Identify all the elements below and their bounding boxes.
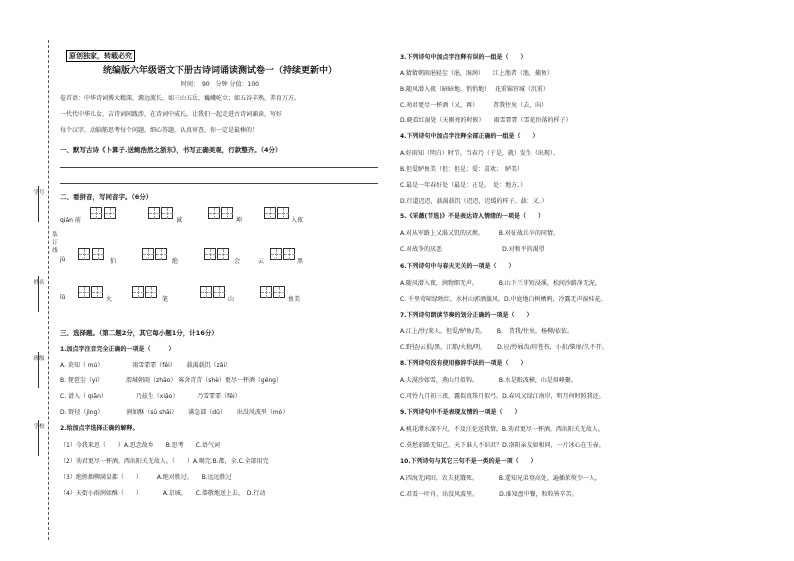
char-box[interactable] — [92, 248, 104, 260]
margin-label-class: 班级 — [33, 356, 45, 362]
char-box[interactable] — [217, 248, 229, 260]
q10-option-cd[interactable]: C.君看一叶舟，出没风波里。 D.谁知盘中餐，粒粒皆辛苦。 — [400, 491, 578, 498]
char-box[interactable] — [260, 286, 272, 298]
q3-option-a[interactable]: A.猜猜朝雨浥轻尘（浥，湿润） 江上渔者（渔，捕鱼） — [400, 70, 553, 77]
given-word: 鱼美 — [288, 296, 301, 303]
q4-option-a[interactable]: A.好雨知（明白）时节，当春乃（于是，就）发生（出现）。 — [400, 150, 559, 157]
char-box[interactable] — [90, 207, 102, 219]
class-field[interactable] — [38, 352, 39, 388]
char-box[interactable] — [132, 286, 144, 298]
binding-margin — [18, 40, 58, 540]
q7-stem: 7.下列诗句朗读节奏的划分正确的一项是（ ） — [400, 312, 533, 319]
q5-option-cd[interactable]: C.对战争的厌恶 D.对和平的渴望 — [400, 246, 545, 253]
q2-stem: 2.给加点字选择正确的解释。 — [60, 425, 139, 432]
bind-word: 装订线 — [52, 232, 58, 254]
given-word: 诚 — [176, 217, 183, 224]
q4-option-b[interactable]: B.但爱鲈鱼美（但：但是；爱：喜欢； 鲈美） — [400, 166, 524, 173]
char-box[interactable] — [142, 248, 154, 260]
q1-option-c[interactable]: C. 谱入（ qiān） 乃兹生（xiāo） 乃雪霏霏（fēi） — [60, 393, 241, 400]
char-box[interactable] — [78, 286, 90, 298]
margin-label-name: 姓名 — [33, 280, 45, 286]
char-box[interactable] — [104, 207, 116, 219]
q10-stem: 10.下列诗句与其它三句不是一类的是一项（ ） — [400, 458, 537, 465]
char-box[interactable] — [213, 286, 225, 298]
margin-label-student-id: 学号 — [33, 190, 45, 196]
q2-item-4[interactable]: （4）天街小雨润如酥（ ） A.京城。 C.恭敬地送上去。 D.行动 — [60, 490, 266, 497]
char-box[interactable] — [270, 248, 282, 260]
q9-stem: 9.下列诗句中不是表现友情的一项是（ ） — [400, 409, 521, 416]
given-word: 坤 — [236, 217, 243, 224]
char-box[interactable] — [148, 207, 160, 219]
char-box[interactable] — [161, 207, 173, 219]
q4-stem: 4.下列诗句中加点字注释全部正确的一组是（ ） — [400, 133, 539, 140]
given-word: 笔 — [162, 296, 169, 303]
binding-dashed-line — [48, 40, 49, 540]
q9-option-cd[interactable]: C.莫愁前路无知己，天下谁人不识君？D.洛阳亲友如相问，一片冰心在玉壶。 — [400, 442, 605, 449]
given-word: 会 — [234, 258, 241, 265]
char-box[interactable] — [204, 248, 216, 260]
given-word: 绝 — [172, 258, 179, 265]
q3-option-d[interactable]: D.晓看红湿处（天刚亮的时候） 雨雪霏霏（雪花纷落的样子） — [400, 117, 572, 124]
q3-stem: 3.下列诗句中加点字注释有误的一组是（ ） — [400, 54, 527, 61]
q3-option-b[interactable]: B.随风潜入夜（暗暗地，悄悄地） 花重锦官城（沉重） — [400, 86, 549, 93]
pinyin-text: 云 — [258, 258, 265, 265]
q6-option-ab[interactable]: A.随风潜入夜，润物细无声。 B.山下兰芽短浸溪，松间沙路净无泥。 — [400, 280, 601, 287]
given-word: 怕 — [110, 258, 117, 265]
intro-line-2: 一代代中华儿女，吉诗词间跋涉，在诗词中成长。让我们一起走进古诗词诵读，写好 — [60, 111, 283, 118]
given-word: 火 — [106, 296, 113, 303]
pinyin-text: lǔ — [60, 294, 66, 301]
char-box[interactable] — [78, 248, 90, 260]
q5-stem: 5.《采薇(节选)》不是表达诗人情绪的一项是（ ） — [400, 213, 544, 220]
char-box[interactable] — [283, 248, 295, 260]
answer-line-1[interactable] — [60, 167, 378, 168]
section-3-title: 三、选择题。（第二题2分，其它每小题1分，计16分） — [60, 329, 218, 337]
answer-line-2[interactable] — [60, 183, 378, 184]
copyright-stamp: 原创独家，转载必究 — [66, 50, 135, 62]
q10-option-ab[interactable]: A.四海无闲田，农夫犹饿死。 B.遥知兄弟登高处，遍插茱萸少一人。 — [400, 475, 601, 482]
char-box[interactable] — [208, 207, 220, 219]
q4-option-d[interactable]: D.行道迟迟，载渴载饥（迟迟，迟缓的样子。载：又。） — [400, 198, 548, 205]
char-box[interactable] — [200, 286, 212, 298]
q7-option-cd[interactable]: C.野径/云俱/黑，江船/火独/明。 D.应/怜屐齿/印苍苔，小扣/柴扉/久不开。 — [400, 344, 608, 351]
q2-item-2[interactable]: （2）劝君更尽一杯酒，西出阳关无故人。（ ）A.喝完.B.都，全.C.全部用完 — [60, 458, 269, 465]
q6-option-cd[interactable]: C. 千里莺啼绿映红，水村山郭酒旗风。D.中庭地白树栖鸦，冷露无声湿桂花。 — [400, 296, 607, 303]
pinyin-text: jù — [60, 256, 66, 263]
q1-stem: 1.加点字注音完全正确的一项是（ ） — [60, 346, 175, 353]
exam-time-score: 时间： 90 分钟 分值：100 — [181, 81, 259, 88]
char-box[interactable] — [155, 248, 167, 260]
q9-option-ab[interactable]: A.桃花潭水深千尺，不及汪伦送我情。B.劝君更尽一杯酒，西出阳关无故人。 — [400, 426, 604, 433]
margin-label-school: 学校 — [33, 424, 45, 430]
pinyin-row — [60, 286, 380, 310]
name-field[interactable] — [38, 276, 39, 312]
q2-item-3[interactable]: （3）绝胜烟柳满皇都（ ） A.绝对胜过。 B.远远胜过 — [60, 474, 232, 481]
pinyin-row — [60, 207, 380, 231]
q1-option-b[interactable]: B. 琵琶尘（yì） 渭城朝雨（zhāo） 客舍青青（shè）更尽一杯酒（gēng） — [60, 377, 282, 384]
school-field[interactable] — [38, 420, 39, 456]
intro-line-1: 卷首语：中华诗词博大精深，源远流长，如三山五岳，巍峨屹立；如五谷丰熟，养育万方。 — [60, 95, 301, 102]
q1-option-d[interactable]: D. 野径（jìng） 润如酥（sū shāi） 满急部（dū） 出没风波里（mò） — [60, 409, 289, 416]
exam-title: 统编版六年级语文下册古诗词诵读测试卷一（持续更新中） — [102, 66, 337, 76]
q8-option-ab[interactable]: A.大漠沙如雪，燕山月似钩。 B.水是眼波横，山是眉峰聚。 — [400, 377, 577, 384]
section-2-title: 二、看拼音，写同音字。（6分） — [60, 193, 153, 201]
q5-option-ab[interactable]: A.对从军路上又渴又饥的厌烦。 B.对征战兵卒的同情。 — [400, 230, 559, 237]
q6-stem: 6.下列诗句中与春天无关的一项是（ ） — [400, 263, 515, 270]
char-box[interactable] — [277, 207, 289, 219]
q3-option-c[interactable]: C.劝君更尽一杯酒（又，再） 昔我往矣（去，向） — [400, 102, 548, 109]
student-id-field[interactable] — [38, 186, 39, 222]
q8-stem: 8.下列诗句没有使用修辞手法的一项是（ ） — [400, 360, 527, 367]
q4-option-c[interactable]: C.最是一年春好处（最是：正是。 处：地方。） — [400, 182, 527, 189]
given-word: 山 — [228, 296, 235, 303]
q2-item-1[interactable]: （1）今我来思（ ）A.思念故乡 B.思考 C.语气词 — [60, 442, 220, 449]
char-box[interactable] — [221, 207, 233, 219]
section-1-title: 一、默写古诗《卜算子.送鲍浩然之浙东》，书写正确美观，行款整齐。（4分） — [60, 146, 282, 154]
pinyin-row — [60, 248, 380, 272]
given-word: 黑 — [297, 258, 304, 265]
char-box[interactable] — [91, 286, 103, 298]
char-box[interactable] — [273, 286, 285, 298]
char-box[interactable] — [145, 286, 157, 298]
pinyin-text: qián 前 — [60, 217, 81, 224]
q7-option-ab[interactable]: A.江上/往/来人，但爱/鲈鱼/美。 B. 昔我/往矣，杨柳/依依。 — [400, 328, 573, 335]
given-word: 入夜 — [291, 217, 304, 224]
q8-option-cd[interactable]: C.可怜九月初三夜，露似真珠月似弓。D.春风又绿江南岸，明月何时照我还。 — [400, 393, 605, 400]
intro-line-3: 每个汉字，动脑筋思考每个问题，细心答题，认真审查，你一定是最棒的！ — [60, 127, 259, 134]
q1-option-a[interactable]: A. 莫知（ mù） 雨雪霏霏（fēi） 载渴载饥（zǎi） — [60, 362, 232, 369]
char-box[interactable] — [264, 207, 276, 219]
